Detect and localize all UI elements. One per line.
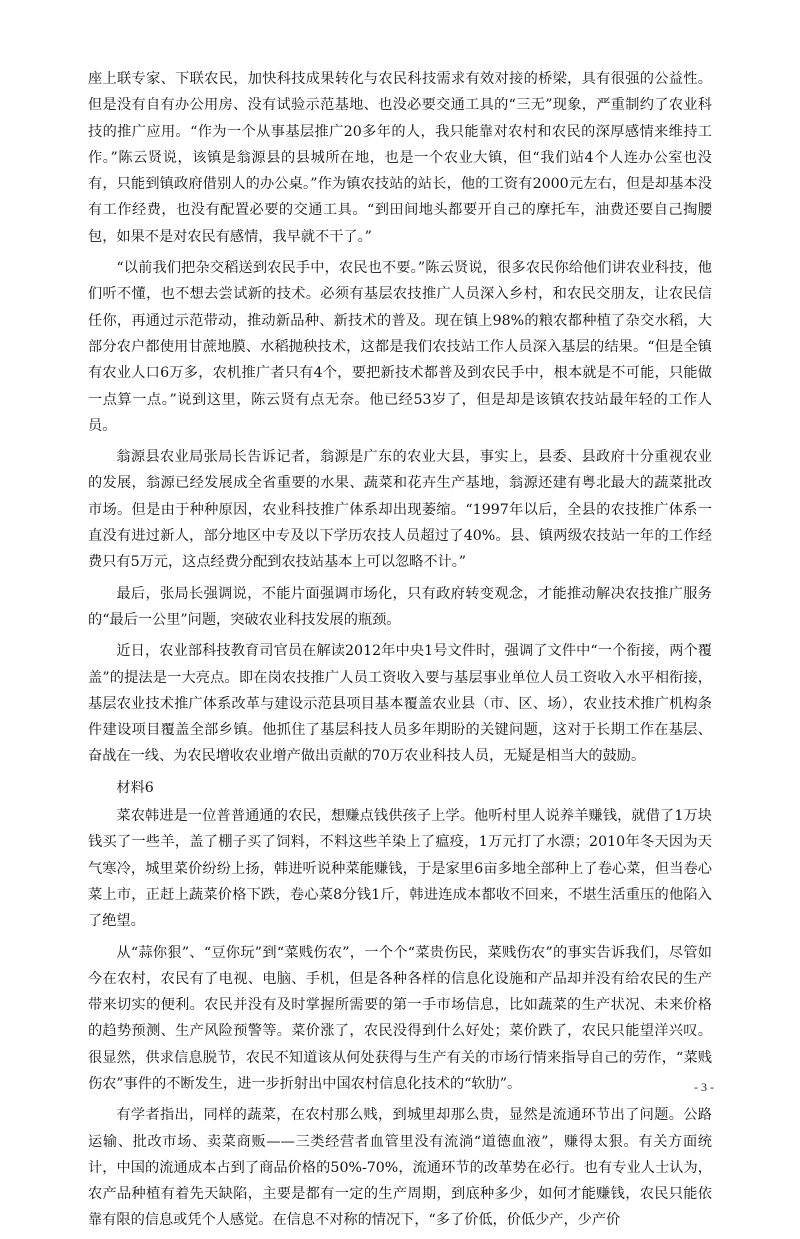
document-body	[88, 66, 712, 1239]
paragraph: 有学者指出，同样的蔬菜，在农村那么贱，到城里却那么贵，显然是流通环节出了问题。公路运输、批改市场、卖菜商贩——三类经营者血管里没有流淌“道德血液”，赚得太狠。有关方面统计，中国的流通成本占到了商品价格的50%-70%，流通环节的改革势在必行。也有专业人士认为，农产品种植有着先天缺陷，主要是都有一定的生产周期，到底种多少，如何才能赚钱，农民只能依靠有限的信息或凭个人感觉。在信息不对称的情况下，“多了价低，价低少产，少产价	[88, 1107, 712, 1229]
paragraph: 翁源县农业局张局长告诉记者，翁源是广东的农业大县，事实上，县委、县政府十分重视农业的发展，翁源已经发展成全省重要的水果、蔬菜和花卉生产基地，翁源还建有粤北最大的蔬菜批改市场。但是由于种种原因，农业科技推广体系却出现萎缩。“1997年以后，全县的农技推广体系一直没有进过新人，部分地区中专及以下学历农技人员超过了40%。县、镇两级农技站一年的工作经费只有5万元，这点经费分配到农技站基本上可以忽略不计。”	[88, 449, 712, 571]
paragraph: 最后，张局长强调说，不能片面强调市场化，只有政府转变观念，才能推动解决农技推广服务的“最后一公里”问题，突破农业科技发展的瓶颈。	[88, 585, 712, 628]
paragraph: 从“蒜你狠”、“豆你玩”到“菜贱伤农”，一个个“菜贵伤民，菜贱伤农”的事实告诉我们，尽管如今在农村，农民有了电视、电脑、手机，但是各种各样的信息化设施和产品却并没有给农民的生产带来切实的便利。农民并没有及时掌握所需要的第一手市场信息，比如蔬菜的生产状况、未来价格的趋势预测、生产风险预警等。菜价涨了，农民没得到什么好处；菜价跌了，农民只能望洋兴叹。很显然，供求信息脱节，农民不知道该从何处获得与生产有关的市场行情来指导自己的劳作，“菜贱伤农”事件的不断发生，进一步折射出中国农村信息化技术的“软肋”。	[88, 944, 712, 1092]
paragraph: 座上联专家、下联农民，加快科技成果转化与农民科技需求有效对接的桥梁，具有很强的公益性。但是没有自有办公用房、没有试验示范基地、也没必要交通工具的“三无”现象，严重制约了农业科技的推广应用。“作为一个从事基层推广20多年的人，我只能靠对农村和农民的深厚感情来维持工作。”陈云贤说，该镇是翁源县的县城所在地，也是一个农业大镇，但“我们站4个人连办公室也没有，只能到镇政府借别人的办公桌。”作为镇农技站的站长，他的工资有2000元左右，但是却基本没有工作经费，也没有配置必要的交通工具。“到田间地头都要开自己的摩托车，油费还要自己掏腰包，如果不是对农民有感情，我早就不干了。”	[88, 71, 712, 245]
section-label: 材料6	[116, 779, 154, 796]
paragraph: 近日，农业部科技教育司官员在解读2012年中央1号文件时，强调了文件中“一个衔接，两个覆盖”的提法是一大亮点。即在岗农技推广人员工资收入要与基层事业单位人员工资收入水平相衔接，基层农业技术推广体系改革与建设示范县项目基本覆盖农业县（市、区、场），农业技术推广机构条件建设项目覆盖全部乡镇。他抓住了基层科技人员多年期盼的关键问题，这对于长期工作在基层、奋战在一线、为农民增收农业增产做出贡献的70万农业科技人员，无疑是相当大的鼓励。	[88, 643, 712, 765]
page-number: - 3 -	[694, 1080, 714, 1094]
paragraph: “以前我们把杂交稻送到农民手中，农民也不要。”陈云贤说，很多农民你给他们讲农业科技，他们听不懂，也不想去尝试新的技术。必须有基层农技推广人员深入乡村，和农民交朋友，让农民信任你，再通过示范带动，推动新品种、新技术的普及。现在镇上98%的粮农都种植了杂交水稻，大部分农户都使用甘蔗地膜、水稻抛秧技术，这都是我们农技站工作人员深入基层的结果。“但是全镇有农业人口6万多，农机推广者只有4个，要把新技术都普及到农民手中，根本就是不可能，只能做一点算一点。”说到这里，陈云贤有点无奈。他已经53岁了，但是却是该镇农技站最年轻的工作人员。	[88, 260, 712, 434]
paragraph: 菜农韩进是一位普普通通的农民，想赚点钱供孩子上学。他听村里人说养羊赚钱，就借了1万块钱买了一些羊，盖了棚子买了饲料，不料这些羊染上了瘟疫，1万元打了水漂；2010年冬天因为天气寒冷，城里菜价纷纷上扬，韩进听说种菜能赚钱，于是家里6亩多地全部种上了卷心菜，但当卷心菜上市，正赶上蔬菜价格下跌，卷心菜8分钱1斤，韩进连成本都收不回来，不堪生活重压的他陷入了绝望。	[88, 808, 712, 930]
